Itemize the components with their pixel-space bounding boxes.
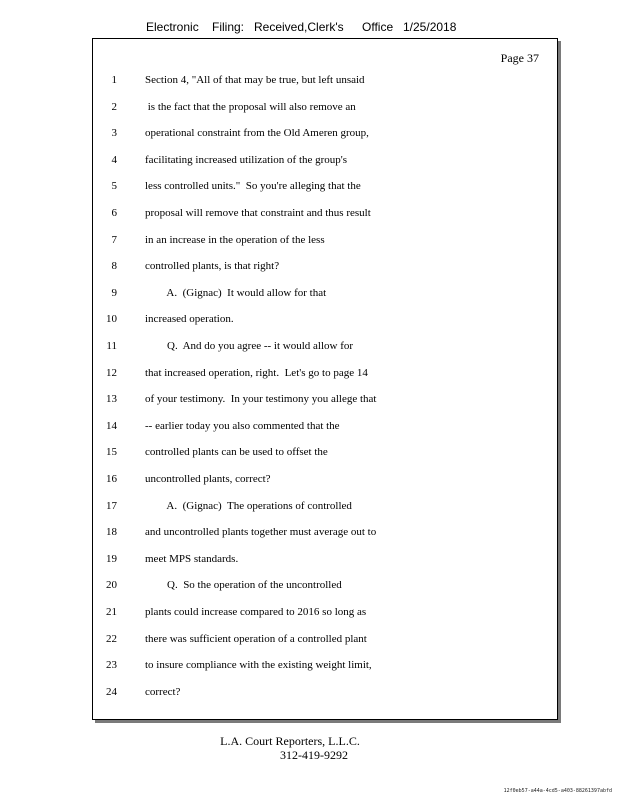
line-number: 20 [106, 579, 117, 592]
transcript-line [93, 338, 557, 354]
transcript-line [93, 152, 557, 168]
line-number: 8 [111, 260, 117, 273]
line-text: facilitating increased utilization of the group's [145, 153, 348, 166]
transcript-line [93, 604, 557, 620]
transcript-line [93, 498, 557, 514]
line-number: 10 [106, 313, 117, 326]
filing-word-filing: Filing: [212, 20, 245, 34]
line-text: operational constraint from the Old Ameren group, [145, 127, 369, 140]
line-number: 22 [106, 632, 117, 645]
line-text: of your testimony. In your testimony you allege that [145, 393, 377, 406]
transcript-line [93, 72, 557, 88]
line-number: 3 [111, 127, 117, 140]
line-text: less controlled units." So you're alleging that the [145, 180, 361, 193]
line-number: 19 [106, 552, 117, 565]
line-text: -- earlier today you also commented that the [145, 419, 340, 432]
footer-phone: 312-419-9292 [280, 748, 348, 762]
line-number: 14 [106, 419, 117, 432]
line-number: 21 [106, 606, 117, 618]
line-text: controlled plants can be used to offset the [145, 446, 328, 459]
document-hash: 12f0eb57-a44a-4cd5-a403-88261397abfd [503, 788, 612, 794]
transcript-line [93, 311, 557, 327]
transcript-line [93, 99, 557, 115]
filing-word-received-clerks: Received,Clerk's [254, 20, 344, 34]
transcript-line [93, 657, 557, 673]
line-text: Q. So the operation of the uncontrolled [145, 579, 342, 592]
filing-word-office: Office [362, 20, 394, 34]
line-number: 4 [111, 153, 117, 166]
line-number: 16 [106, 473, 117, 485]
line-text: Section 4, "All of that may be true, but left unsaid [145, 74, 365, 86]
line-number: 11 [106, 340, 117, 352]
transcript-line [93, 391, 557, 407]
line-text: Q. And do you agree -- it would allow for [145, 340, 354, 352]
line-number: 2 [111, 100, 117, 113]
line-number: 24 [106, 685, 117, 698]
line-number: 12 [106, 366, 117, 379]
filing-date: 1/25/2018 [403, 20, 457, 34]
line-number: 7 [111, 233, 117, 246]
filing-stamp-header [0, 20, 618, 36]
line-text: uncontrolled plants, correct? [145, 473, 271, 485]
line-number: 23 [106, 659, 117, 672]
footer-firm-name: L.A. Court Reporters, L.L.C. [220, 734, 360, 748]
line-number: 17 [106, 499, 117, 512]
line-text: meet MPS standards. [145, 552, 239, 565]
line-number: 9 [111, 286, 117, 299]
transcript-line [93, 125, 557, 141]
line-text: plants could increase compared to 2016 so long as [145, 606, 367, 618]
line-text: and uncontrolled plants together must average out to [145, 526, 377, 539]
transcript-line [93, 232, 557, 248]
transcript-line [93, 684, 557, 700]
transcript-line [93, 285, 557, 301]
line-text: in an increase in the operation of the less [145, 233, 325, 246]
line-text: A. (Gignac) It would allow for that [145, 286, 327, 299]
line-text: controlled plants, is that right? [145, 260, 280, 273]
line-number: 18 [106, 526, 117, 539]
transcript-line [93, 258, 557, 274]
page-number: Page 37 [500, 51, 539, 65]
transcript-line [93, 524, 557, 540]
line-text: correct? [145, 685, 181, 698]
line-text: there was sufficient operation of a controlled plant [145, 632, 367, 645]
line-text: increased operation. [145, 313, 234, 326]
transcript-line [93, 577, 557, 593]
line-number: 13 [106, 393, 117, 406]
line-number: 5 [111, 180, 117, 193]
line-text: to insure compliance with the existing weight limit, [145, 659, 372, 672]
transcript-page [92, 38, 558, 720]
transcript-line [93, 551, 557, 567]
transcript-line [93, 631, 557, 647]
line-text: proposal will remove that constraint and thus result [145, 207, 371, 219]
line-text: A. (Gignac) The operations of controlled [145, 499, 352, 512]
transcript-line [93, 471, 557, 487]
filing-word-electronic: Electronic [146, 20, 199, 34]
transcript-line [93, 418, 557, 434]
line-number: 1 [111, 74, 117, 86]
transcript-line [93, 444, 557, 460]
line-text: that increased operation, right. Let's go to page 14 [145, 366, 368, 379]
transcript-line [93, 205, 557, 221]
line-number: 6 [111, 207, 117, 219]
transcript-line [93, 365, 557, 381]
line-number: 15 [106, 446, 117, 459]
line-text: is the fact that the proposal will also remove an [145, 100, 356, 113]
transcript-line [93, 178, 557, 194]
